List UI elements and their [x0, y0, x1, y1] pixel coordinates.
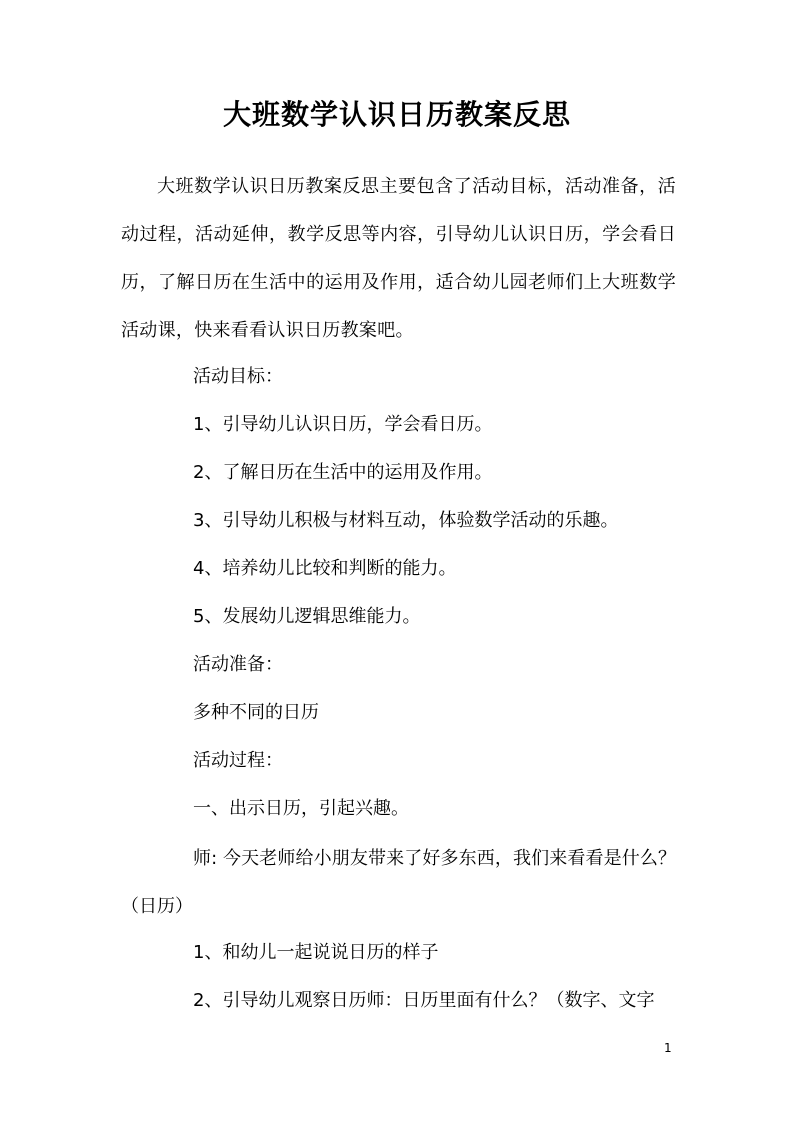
document-title: 大班数学认识日历教案反思 [222, 98, 571, 131]
process-heading: 活动过程： [193, 750, 283, 771]
goal-item-2: 2、了解日历在生活中的运用及作用。 [193, 462, 493, 483]
goal-item-4: 4、培养幼儿比较和判断的能力。 [193, 558, 457, 579]
goal-item-3: 3、引导幼儿积极与材料互动，体验数学活动的乐趣。 [193, 510, 619, 531]
goal-item-1: 1、引导幼儿认识日历，学会看日历。 [193, 414, 493, 435]
teacher-dialogue: 师: 今天老师给小朋友带来了好多东西，我们来看看是什么？（日历） [121, 848, 676, 917]
goals-heading: 活动目标： [193, 366, 283, 387]
preparation-heading: 活动准备： [193, 654, 283, 675]
process-step-1: 一、出示日历，引起兴趣。 [193, 798, 409, 819]
sub-item-2: 2、引导幼儿观察日历师：日历里面有什么？（数字、文字 [193, 990, 655, 1011]
page-number: 1 [664, 1041, 672, 1055]
intro-paragraph: 大班数学认识日历教案反思主要包含了活动目标，活动准备，活动过程，活动延伸，教学反思等内容，引导幼儿认识日历，学会看日历，了解日历在生活中的运用及作用，适合幼儿园老师们上大班数学活动课，快来看看认识日历教案吧。 [121, 176, 676, 341]
preparation-item: 多种不同的日历 [193, 702, 319, 723]
goal-item-5: 5、发展幼儿逻辑思维能力。 [193, 606, 421, 627]
sub-item-1: 1、和幼儿一起说说日历的样子 [193, 942, 439, 963]
